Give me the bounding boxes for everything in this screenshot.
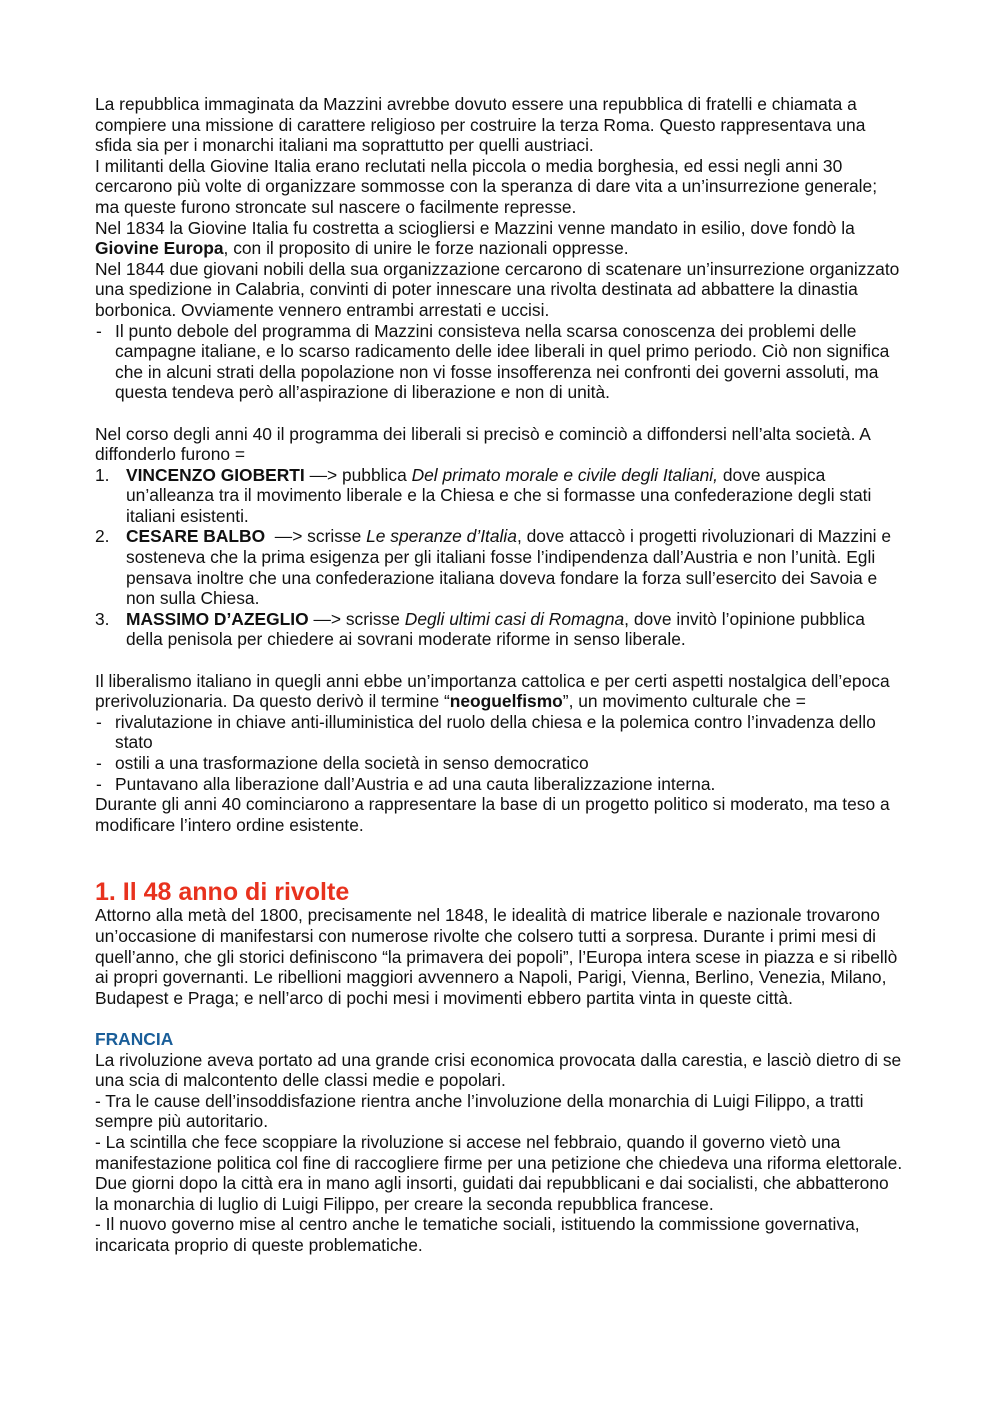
text-span: ”, un movimento culturale che = — [562, 691, 806, 712]
text-span: , con il proposito di unire le forze nazionali oppresse. — [223, 238, 629, 259]
arrow-text: —> scrisse — [265, 526, 367, 547]
dash-list-neoguelf — [95, 712, 905, 794]
list-number: 3. — [95, 608, 110, 629]
author-name: MASSIMO D’AZEGLIO — [126, 608, 309, 629]
list-item-gioberti — [95, 465, 905, 527]
paragraph-francia-crisis: La rivoluzione aveva portato ad una grande crisi economica provocata dalla carestia, e lasciò dietro di se una scia di malcontento delle classi medie e popolari. — [95, 1049, 902, 1091]
bold-term-giovine-europa: Giovine Europa — [95, 238, 224, 259]
list-item: - rivalutazione in chiave anti-illuministica del ruolo della chiesa e la polemica contro l’invadenza dello stato — [95, 712, 905, 753]
paragraph-moderate-project: Durante gli anni 40 cominciarono a rappresentare la base di un progetto politico si moderato, ma teso a modificare l’intero ordine esistente. — [95, 794, 890, 835]
subheading-francia: FRANCIA — [95, 1028, 174, 1049]
arrow-text: —> pubblica — [304, 464, 412, 485]
list-item: - ostili a una trasformazione della società in senso democratico — [95, 753, 905, 774]
work-title: Degli ultimi casi di Romagna — [404, 608, 625, 629]
paragraph-1848-revolts: Attorno alla metà del 1800, precisamente nel 1848, le idealità di matrice liberale e nazionale trovarono un’occasione di manifestarsi con numerose rivolte che colsero tutti a sorpresa. Durante i primi mesi di quell’anno, che gli storici definiscono “la primavera dei popoli”, l’Europa intera scese in piazza e si ribellò ai propri governanti. Le ribellioni maggiori avvennero a Napoli, Parigi, Vienna, Berlino, Venezia, Milano, Budapest e Praga; e nell’arco di pochi mesi i movimenti ebbero partita vinta in queste città. — [95, 905, 898, 1008]
section-heading-48: 1. Il 48 anno di rivolte — [95, 878, 350, 907]
dash-list-weakness — [95, 321, 905, 403]
work-title: Del primato morale e civile degli Italiani, — [411, 464, 718, 485]
list-item-balbo — [95, 526, 905, 608]
list-item: - Il punto debole del programma di Mazzini consisteva nella scarsa conoscenza dei problemi delle campagne italiane, e lo scarso radicamento delle idee liberali in quel primo periodo. Ciò non significa che in alcuni strati della popolazione non vi fosse insofferenza nei confronti dei governi assoluti, ma questa tendeva però all’aspirazione di liberazione e non di unità. — [95, 321, 905, 403]
paragraph-francia-spark: - La scintilla che fece scoppiare la rivoluzione si accese nel febbraio, quando il governo vietò una manifestazione politica col fine di raccogliere firme per una petizione che chiedeva una riforma elettorale. Due giorni dopo la città era in mano agli insorti, guidati dai repubblicani e dai socialisti, che abbatterono la monarchia di luglio di Luigi Filippo, per creare la seconda repubblica francese. — [95, 1131, 903, 1214]
paragraph-francia-causes: - Tra le cause dell’insoddisfazione rientra anche l’involuzione della monarchia di Luigi Filippo, a tratti sempre più autoritario. — [95, 1090, 864, 1132]
item-text: , dove invitò l’opinione pubblica della penisola per chiedere ai sovrani moderate riforme in senso liberale. — [126, 608, 865, 650]
item-text: dove auspica un’alleanza tra il movimento liberale e la Chiesa e che si formasse una confederazione degli stati italiani esistenti. — [126, 464, 872, 526]
spacer — [95, 650, 905, 671]
text-span: Nel 1834 la Giovine Italia fu costretta a sciogliersi e Mazzini venne mandato in esilio, dove fondò la — [95, 217, 855, 238]
list-item-dazeglio — [95, 609, 905, 650]
numbered-list-liberal-authors — [95, 465, 905, 650]
list-item: - Puntavano alla liberazione dall’Austria e ad una cauta liberalizzazione interna. — [95, 774, 905, 795]
paragraph-liberals-intro: Nel corso degli anni 40 il programma dei liberali si precisò e cominciò a diffondersi nell’alta società. A diffonderlo furono = — [95, 423, 870, 465]
author-name: VINCENZO GIOBERTI — [126, 464, 305, 485]
bold-term-neoguelfismo: neoguelfismo — [449, 691, 563, 712]
item-text: , dove attaccò i progetti rivoluzionari di Mazzini e sosteneva che la prima esigenza per gli italiani fosse l’indipendenza dall’Austria e non l’unità. Egli pensava inoltre che una confederazione italiana doveva fondare la forza sull’esercito dei Savoia e non sulla Chiesa. — [126, 526, 892, 609]
paragraph-giovine-italia-militants: I militanti della Giovine Italia erano reclutati nella piccola o media borghesia, ed essi negli anni 30 cercarono più volte di organizzare sommosse con la speranza di dare vita a un’insurrezione generale; ma queste furono stroncate sul nascere o facilmente represse. — [95, 155, 878, 217]
spacer — [95, 403, 905, 424]
paragraph-neoguelfismo — [95, 671, 905, 712]
spacer — [95, 1008, 905, 1029]
author-name: CESARE BALBO — [126, 526, 266, 547]
paragraph-giovine-europa — [95, 218, 905, 259]
text-span: Il liberalismo italiano in quegli anni ebbe un’importanza cattolica e per certi aspetti nostalgica dell’epoca prerivoluzionaria. Da questo derivò il termine “ — [95, 670, 890, 712]
work-title: Le speranze d’Italia — [366, 526, 517, 547]
paragraph-mazzini-republic: La repubblica immaginata da Mazzini avrebbe dovuto essere una repubblica di fratelli e chiamata a compiere una missione di carattere religioso per costruire la terza Roma. Questo rappresentava una sfida sia per i monarchi italiani ma soprattutto per quelli austriaci. — [95, 94, 866, 156]
paragraph-1844-expedition: Nel 1844 due giovani nobili della sua organizzazione cercarono di scatenare un’insurrezione organizzato una spedizione in Calabria, convinti di poter innescare una rivolta destinata ad abbattere la dinastia borbonica. Ovviamente vennero entrambi arrestati e uccisi. — [95, 258, 900, 320]
list-number: 1. — [95, 464, 110, 485]
list-number: 2. — [95, 526, 110, 547]
arrow-text: —> scrisse — [308, 608, 405, 629]
paragraph-francia-government: - Il nuovo governo mise al centro anche le tematiche sociali, istituendo la commissione governativa, incaricata proprio di queste problematiche. — [95, 1214, 860, 1255]
